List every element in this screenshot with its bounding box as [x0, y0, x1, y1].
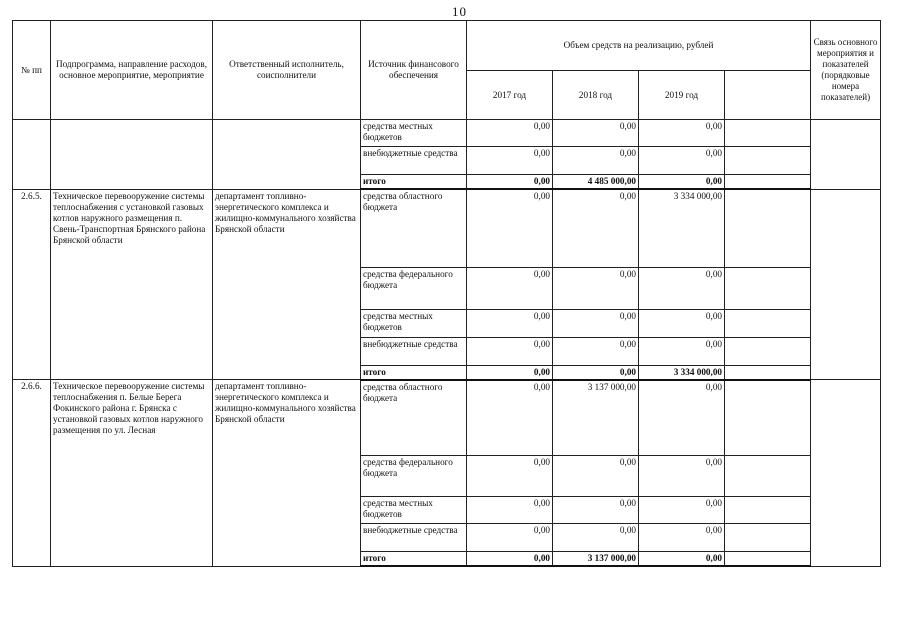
value-2017: 0,00	[467, 456, 553, 497]
value-2019: 0,00	[639, 552, 725, 567]
value-2017: 0,00	[467, 337, 553, 365]
header-year-2019: 2019 год	[639, 71, 725, 120]
value-2018: 0,00	[553, 189, 639, 267]
page-number: 10	[452, 4, 467, 19]
value-2019: 0,00	[639, 337, 725, 365]
header-link: Связь основного мероприятия и показателей (порядковые номера показателей)	[811, 21, 881, 120]
source-cell: итого	[361, 175, 467, 190]
value-2019: 0,00	[639, 267, 725, 309]
table-row	[13, 120, 881, 147]
empty-cell	[725, 365, 811, 380]
link-cell	[811, 380, 881, 567]
value-2018: 3 137 000,00	[553, 380, 639, 456]
value-2017: 0,00	[467, 175, 553, 190]
no-cell: 2.6.6.	[13, 380, 51, 567]
source-cell: средства местных бюджетов	[361, 309, 467, 337]
header-source: Источник финансового обеспечения	[361, 21, 467, 120]
value-2019: 0,00	[639, 147, 725, 175]
budget-table	[12, 20, 881, 567]
source-cell: средства областного бюджета	[361, 189, 467, 267]
source-cell: средства федерального бюджета	[361, 267, 467, 309]
value-2018: 0,00	[553, 524, 639, 552]
header-program: Подпрограмма, направление расходов, основное мероприятие, мероприятие	[51, 21, 213, 120]
link-cell	[811, 189, 881, 380]
no-cell: 2.6.5.	[13, 189, 51, 380]
table-row	[13, 380, 881, 456]
value-2017: 0,00	[467, 309, 553, 337]
source-cell: внебюджетные средства	[361, 147, 467, 175]
empty-cell	[725, 337, 811, 365]
empty-cell	[725, 497, 811, 524]
empty-cell	[725, 189, 811, 267]
empty-cell	[725, 380, 811, 456]
value-2018: 0,00	[553, 147, 639, 175]
source-cell: средства федерального бюджета	[361, 456, 467, 497]
value-2017: 0,00	[467, 189, 553, 267]
value-2017: 0,00	[467, 497, 553, 524]
source-cell: средства местных бюджетов	[361, 497, 467, 524]
value-2018: 0,00	[553, 365, 639, 380]
header-empty	[725, 71, 811, 120]
value-2018: 0,00	[553, 456, 639, 497]
source-cell: средства областного бюджета	[361, 380, 467, 456]
source-cell: внебюджетные средства	[361, 524, 467, 552]
empty-cell	[725, 309, 811, 337]
empty-cell	[725, 552, 811, 567]
header-row-1	[13, 21, 881, 71]
executor-cell: департамент топливно-энергетического комплекса и жилищно-коммунального хозяйства Брянской области	[213, 189, 361, 380]
header-year-2017: 2017 год	[467, 71, 553, 120]
value-2019: 0,00	[639, 309, 725, 337]
executor-cell: департамент топливно-энергетического комплекса и жилищно-коммунального хозяйства Брянской области	[213, 380, 361, 567]
value-2018: 0,00	[553, 267, 639, 309]
value-2019: 3 334 000,00	[639, 189, 725, 267]
program-cell	[51, 120, 213, 190]
empty-cell	[725, 267, 811, 309]
value-2017: 0,00	[467, 380, 553, 456]
value-2018: 0,00	[553, 309, 639, 337]
value-2019: 0,00	[639, 120, 725, 147]
value-2018: 0,00	[553, 120, 639, 147]
program-cell: Техническое перевооружение системы теплоснабжения с установкой газовых котлов наружного размещения п. Свень-Транспортная Брянского района Брянской области	[51, 189, 213, 380]
empty-cell	[725, 120, 811, 147]
value-2017: 0,00	[467, 552, 553, 567]
value-2017: 0,00	[467, 267, 553, 309]
value-2019: 0,00	[639, 497, 725, 524]
value-2018: 0,00	[553, 337, 639, 365]
value-2017: 0,00	[467, 147, 553, 175]
value-2019: 0,00	[639, 524, 725, 552]
value-2017: 0,00	[467, 524, 553, 552]
table-row	[13, 189, 881, 267]
value-2018: 3 137 000,00	[553, 552, 639, 567]
value-2017: 0,00	[467, 120, 553, 147]
source-cell: итого	[361, 365, 467, 380]
program-cell: Техническое перевооружение системы теплоснабжения п. Белые Берега Фокинского района г. Брянска с установкой газовых котлов наружного размещения по ул. Лесная	[51, 380, 213, 567]
empty-cell	[725, 147, 811, 175]
value-2019: 3 334 000,00	[639, 365, 725, 380]
value-2018: 4 485 000,00	[553, 175, 639, 190]
no-cell	[13, 120, 51, 190]
source-cell: итого	[361, 552, 467, 567]
link-cell	[811, 120, 881, 190]
header-volume: Объем средств на реализацию, рублей	[467, 21, 811, 71]
value-2019: 0,00	[639, 380, 725, 456]
empty-cell	[725, 456, 811, 497]
value-2019: 0,00	[639, 175, 725, 190]
executor-cell	[213, 120, 361, 190]
value-2019: 0,00	[639, 456, 725, 497]
header-year-2018: 2018 год	[553, 71, 639, 120]
header-no: № пп	[13, 21, 51, 120]
source-cell: внебюджетные средства	[361, 337, 467, 365]
empty-cell	[725, 175, 811, 190]
value-2017: 0,00	[467, 365, 553, 380]
source-cell: средства местных бюджетов	[361, 120, 467, 147]
empty-cell	[725, 524, 811, 552]
value-2018: 0,00	[553, 497, 639, 524]
header-executor: Ответственный исполнитель, соисполнители	[213, 21, 361, 120]
